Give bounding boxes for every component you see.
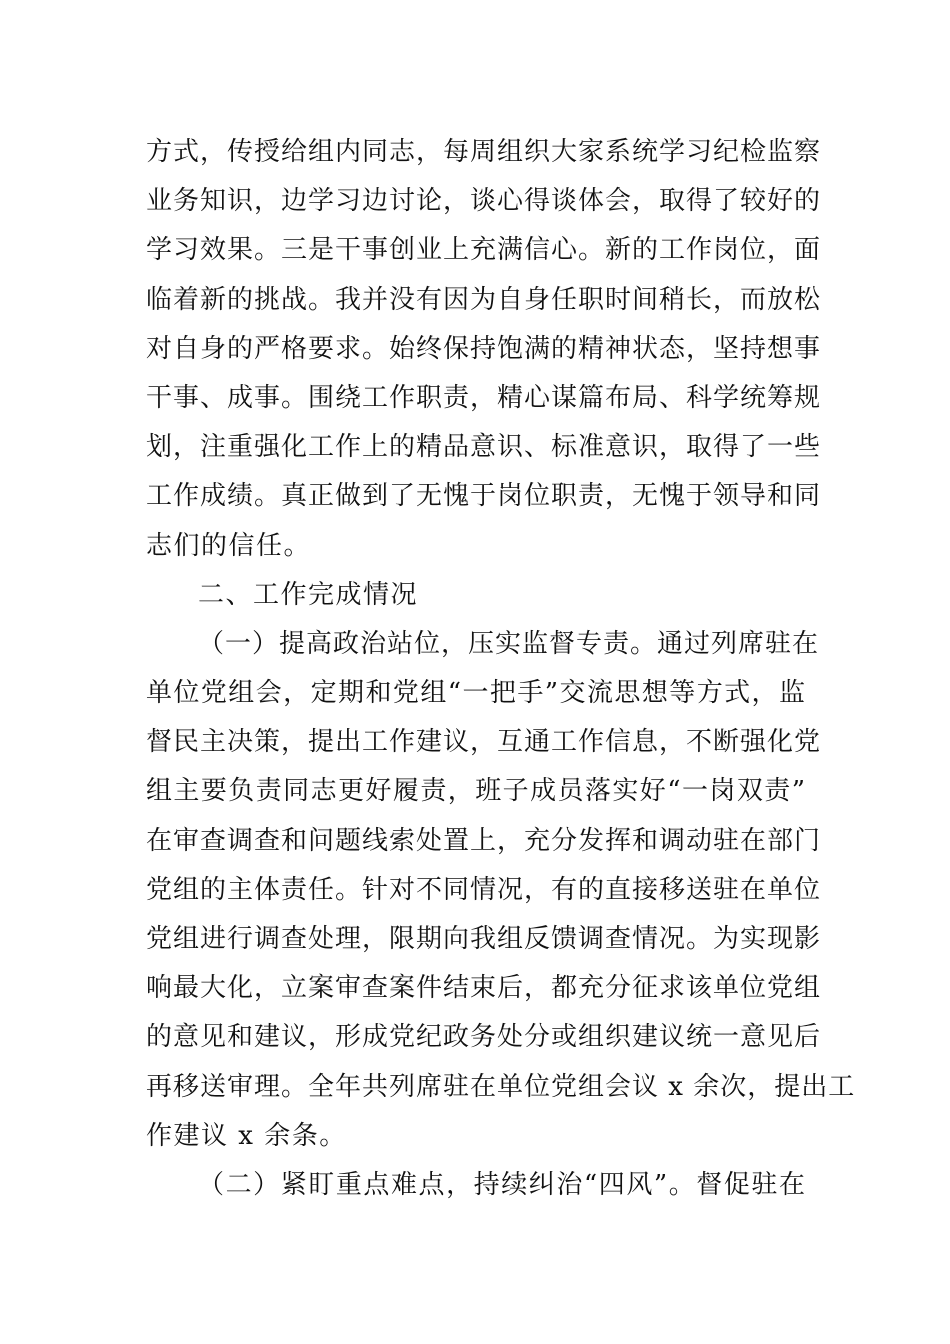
text-line: 响最大化，立案审查案件结束后，都充分征求该单位党组	[146, 973, 822, 1004]
paragraph-first-line: （一）提高政治站位，压实监督专责。通过列席驻在	[198, 628, 820, 659]
text-line: 再移送审理。全年共列席驻在单位党组会议 x 余次，提出工	[146, 1071, 856, 1102]
text-line: 志们的信任。	[146, 530, 312, 561]
text-line: 的意见和建议，形成党纪政务处分或组织建议统一意见后	[146, 1022, 822, 1053]
text-line: 业务知识，边学习边讨论，谈心得谈体会，取得了较好的	[146, 186, 822, 217]
text-line: 对自身的严格要求。始终保持饱满的精神状态，坚持想事	[146, 333, 822, 364]
text-line: 党组进行调查处理，限期向我组反馈调查情况。为实现影	[146, 924, 822, 954]
text-line: 临着新的挑战。我并没有因为自身任职时间稍长，而放松	[146, 284, 822, 315]
text-line: 方式，传授给组内同志，每周组织大家系统学习纪检监察	[146, 137, 822, 167]
text-line: 单位党组会，定期和党组“一把手”交流思想等方式，监	[146, 678, 806, 709]
text-line: 党组的主体责任。针对不同情况，有的直接移送驻在单位	[146, 874, 822, 905]
text-line: 干事、成事。围绕工作职责，精心谋篇布局、科学统筹规	[146, 382, 822, 413]
section-heading: 二、工作完成情况	[198, 579, 419, 610]
text-line: 组主要负责同志更好履责，班子成员落实好“一岗双责”	[146, 776, 806, 807]
paragraph-first-line: （二）紧盯重点难点，持续纠治“四风”。督促驻在	[198, 1169, 806, 1200]
body-text	[146, 128, 856, 1210]
text-line: 作建议 x 余条。	[146, 1120, 347, 1151]
text-line: 在审查调查和问题线索处置上，充分发挥和调动驻在部门	[146, 825, 822, 856]
text-line: 学习效果。三是干事创业上充满信心。新的工作岗位，面	[146, 235, 822, 266]
text-line: 工作成绩。真正做到了无愧于岗位职责，无愧于领导和同	[146, 481, 822, 512]
text-line: 划，注重强化工作上的精品意识、标准意识，取得了一些	[146, 432, 822, 463]
text-line: 督民主决策，提出工作建议，互通工作信息，不断强化党	[146, 727, 822, 758]
